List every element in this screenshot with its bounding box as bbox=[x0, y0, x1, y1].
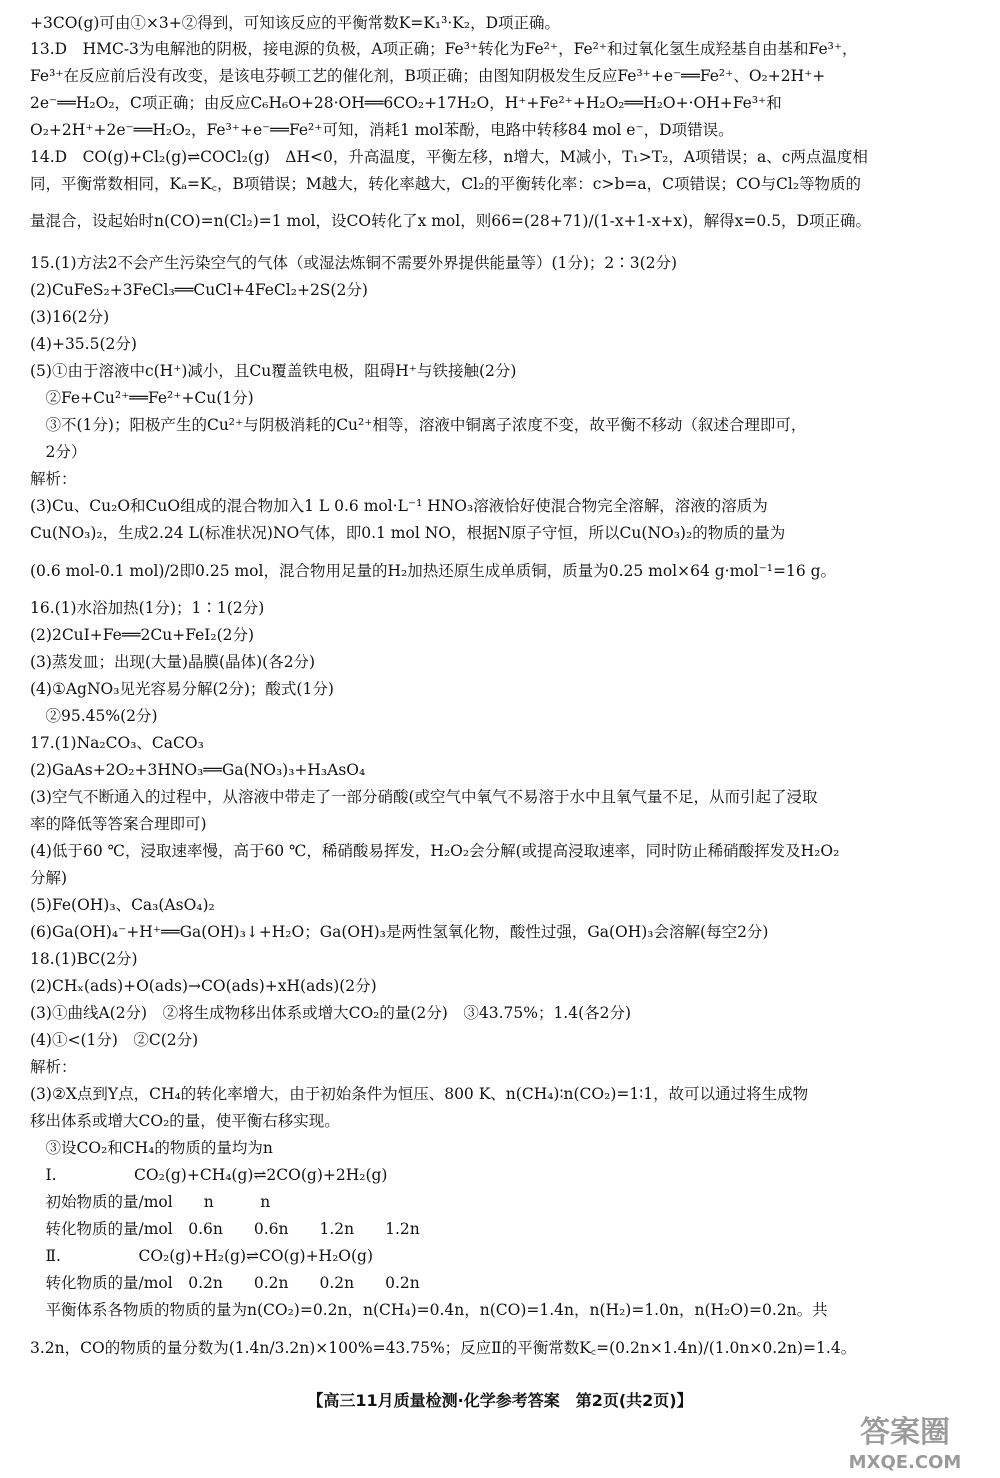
text-line: (3)蒸发皿；出现(大量)晶膜(晶体)(各2分) bbox=[30, 653, 316, 671]
text-line: 14.D CO(g)+Cl₂(g)⇌COCl₂(g) ΔH<0，升高温度，平衡左移，n增大，M减小，T₁>T₂，A项错误；a、c两点温度相 bbox=[30, 148, 868, 166]
text-line: (4)+35.5(2分) bbox=[30, 335, 137, 353]
text-line: O₂+2H⁺+2e⁻══H₂O₂，Fe³⁺+e⁻══Fe²⁺可知，消耗1 mol苯酚，电路中转移84 mol e⁻，D项错误。 bbox=[30, 121, 734, 139]
text-line: (3)②X点到Y点，CH₄的转化率增大，由于初始条件为恒压、800 K、n(CH₄)∶n(CO₂)=1∶1，故可以通过将生成物 bbox=[30, 1085, 809, 1103]
text-line: Cu(NO₃)₂，生成2.24 L(标准状况)NO气体，即0.1 mol NO，根据N原子守恒，所以Cu(NO₃)₂的物质的量为 bbox=[30, 524, 786, 542]
text-line: (5)①由于溶液中c(H⁺)减小，且Cu覆盖铁电极，阻碍H⁺与铁接触(2分) bbox=[30, 362, 517, 380]
text-line: 解析： bbox=[30, 470, 77, 488]
text-line: 3.2n，CO的物质的量分数为(1.4n/3.2n)×100%=43.75%；反应Ⅱ的平衡常数K꜀=(0.2n×1.4n)/(1.0n×0.2n)=1.4。 bbox=[30, 1339, 857, 1357]
text-line: 同，平衡常数相同，Kₐ=K꜀，B项错误；M越大，转化率越大，Cl₂的平衡转化率：c>b=a，C项错误；CO与Cl₂等物质的 bbox=[30, 175, 862, 193]
text-line: (3)Cu、Cu₂O和CuO组成的混合物加入1 L 0.6 mol·L⁻¹ HNO₃溶液恰好使混合物完全溶解，溶液的溶质为 bbox=[30, 497, 768, 515]
text-line: (5)Fe(OH)₃、Ca₃(AsO₄)₂ bbox=[30, 896, 215, 914]
text-line: 解析： bbox=[30, 1058, 77, 1076]
text-line: ②95.45%(2分) bbox=[30, 707, 158, 725]
text-line: 转化物质的量/mol 0.6n 0.6n 1.2n 1.2n bbox=[30, 1220, 420, 1238]
text-line: (2)CuFeS₂+3FeCl₃══CuCl+4FeCl₂+2S(2分) bbox=[30, 281, 368, 299]
watermark-line1: 答案圈 bbox=[860, 1415, 950, 1450]
text-line: ②Fe+Cu²⁺══Fe²⁺+Cu(1分) bbox=[30, 389, 254, 407]
text-line: 率的降低等答案合理即可) bbox=[30, 815, 207, 833]
text-line: 转化物质的量/mol 0.2n 0.2n 0.2n 0.2n bbox=[30, 1274, 420, 1292]
text-line: 18.(1)BC(2分) bbox=[30, 950, 138, 968]
text-line: (6)Ga(OH)₄⁻+H⁺══Ga(OH)₃↓+H₂O；Ga(OH)₃是两性氢氧化物，酸性过强，Ga(OH)₃会溶解(每空2分) bbox=[30, 923, 769, 941]
watermark-icon bbox=[830, 1408, 980, 1474]
text-line: (0.6 mol-0.1 mol)/2即0.25 mol，混合物用足量的H₂加热还原生成单质铜，质量为0.25 mol×64 g·mol⁻¹=16 g。 bbox=[30, 562, 837, 580]
watermark-logo bbox=[830, 1408, 980, 1474]
page-footer: 【高三11月质量检测·化学参考答案 第2页(共2页)】 bbox=[307, 1391, 693, 1410]
text-line: 平衡体系各物质的物质的量为n(CO₂)=0.2n，n(CH₄)=0.4n，n(CO)=1.4n，n(H₂)=1.0n，n(H₂O)=0.2n。共 bbox=[30, 1301, 828, 1319]
text-line: (3)①曲线A(2分) ②将生成物移出体系或增大CO₂的量(2分) ③43.75%；1.4(各2分) bbox=[30, 1004, 632, 1022]
text-line: 13.D HMC-3为电解池的阴极，接电源的负极，A项正确；Fe³⁺转化为Fe²⁺，Fe²⁺和过氧化氢生成羟基自由基和Fe³⁺， bbox=[30, 40, 858, 58]
text-line: ③设CO₂和CH₄的物质的量均为n bbox=[30, 1139, 273, 1157]
watermark-line2: MXQE.COM bbox=[848, 1452, 962, 1473]
text-line: 17.(1)Na₂CO₃、CaCO₃ bbox=[30, 734, 204, 752]
text-line: +3CO(g)可由①×3+②得到，可知该反应的平衡常数K=K₁³·K₂，D项正确。 bbox=[30, 14, 560, 32]
text-line: (3)16(2分) bbox=[30, 308, 110, 326]
text-line: (4)低于60 ℃，浸取速率慢，高于60 ℃，稀硝酸易挥发，H₂O₂会分解(或提高浸取速率，同时防止稀硝酸挥发及H₂O₂ bbox=[30, 842, 840, 860]
text-line: Ⅰ. CO₂(g)+CH₄(g)⇌2CO(g)+2H₂(g) bbox=[30, 1166, 388, 1184]
text-line: Fe³⁺在反应前后没有改变，是该电芬顿工艺的催化剂，B项正确；由图知阴极发生反应Fe³⁺+e⁻══Fe²⁺、O₂+2H⁺+ bbox=[30, 67, 826, 85]
text-line: (2)CHₓ(ads)+O(ads)→CO(ads)+xH(ads)(2分) bbox=[30, 977, 377, 995]
text-line: (3)空气不断通入的过程中，从溶液中带走了一部分硝酸(或空气中氧气不易溶于水中且氧气量不足，从而引起了浸取 bbox=[30, 788, 818, 806]
text-line: 2分） bbox=[30, 443, 87, 461]
text-line: 移出体系或增大CO₂的量，使平衡右移实现。 bbox=[30, 1112, 340, 1130]
text-line: Ⅱ. CO₂(g)+H₂(g)⇌CO(g)+H₂O(g) bbox=[30, 1247, 374, 1265]
text-line: 分解) bbox=[30, 869, 68, 887]
text-line: (2)2CuI+Fe══2Cu+FeI₂(2分) bbox=[30, 626, 255, 644]
text-line: 量混合，设起始时n(CO)=n(Cl₂)=1 mol，设CO转化了x mol，则66=(28+71)/(1-x+1-x+x)，解得x=0.5，D项正确。 bbox=[30, 212, 871, 230]
text-line: (2)GaAs+2O₂+3HNO₃══Ga(NO₃)₃+H₃AsO₄ bbox=[30, 761, 366, 779]
text-line: 16.(1)水浴加热(1分)；1∶1(2分) bbox=[30, 599, 265, 617]
text-line: (4)①AgNO₃见光容易分解(2分)；酸式(1分) bbox=[30, 680, 334, 698]
text-line: ③不(1分)；阳极产生的Cu²⁺与阴极消耗的Cu²⁺相等，溶液中铜离子浓度不变，故平衡不移动（叙述合理即可， bbox=[30, 416, 807, 434]
text-line: 2e⁻══H₂O₂，C项正确；由反应C₆H₆O+28·OH══6CO₂+17H₂O，H⁺+Fe²⁺+H₂O₂══H₂O+·OH+Fe³⁺和 bbox=[30, 94, 782, 112]
text-line: (4)①<(1分) ②C(2分) bbox=[30, 1031, 199, 1049]
text-line: 初始物质的量/mol n n bbox=[30, 1193, 271, 1211]
text-line: 15.(1)方法2不会产生污染空气的气体（或湿法炼铜不需要外界提供能量等）(1分)；2∶3(2分) bbox=[30, 254, 678, 272]
